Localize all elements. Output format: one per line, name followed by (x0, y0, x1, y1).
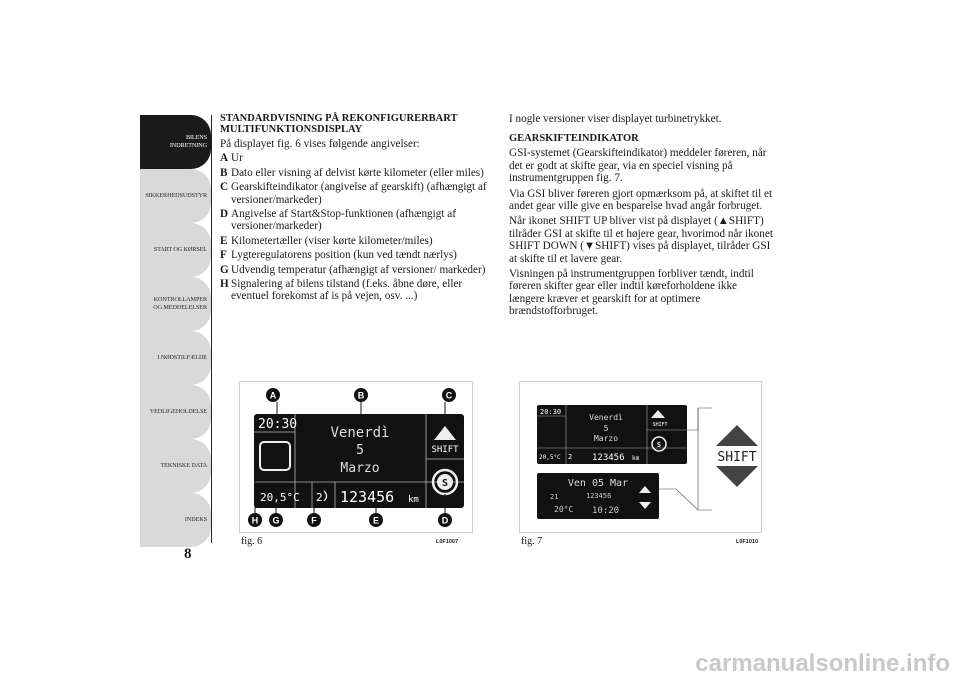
figure-code: L0F1007 (436, 539, 459, 545)
item-text: Kilometertæller (viser kørte kilometer/miles) (231, 234, 433, 247)
tab-label: TEKNISKE DATA (160, 462, 207, 469)
list-item (220, 249, 490, 261)
item-text: Angivelse af Start&Stop-funktionen (afhængigt af versioner/markeder) (231, 208, 456, 233)
big-shift-up-icon (716, 425, 758, 446)
date-text: 5 (356, 443, 364, 458)
callout-b: B (357, 390, 365, 401)
day-text: Venerdì (589, 413, 623, 422)
tab-bilens-indretning[interactable] (140, 115, 211, 169)
callout-c: C (445, 390, 453, 401)
month-text: Marzo (340, 461, 380, 476)
paragraph: GSI-systemet (Gearskifteindikator) meddeler føreren, når det er godt at skifte gear, via en speciel visning på instrumentgruppen fig. 7. (509, 147, 767, 185)
callout-g: G (272, 515, 280, 526)
tab-i-nodstilfaelde[interactable] (140, 331, 211, 385)
gsi-diagram (520, 382, 763, 534)
page-number: 8 (184, 546, 192, 562)
figure-code: L0F1010 (736, 539, 759, 545)
tab-label: KONTROLLAMPER OG MEDDELELSER (153, 296, 207, 311)
callout-f: F (311, 515, 317, 526)
start-stop-text: S (656, 441, 662, 449)
figure-caption: fig. 6 (241, 536, 263, 547)
tab-label: I NØDSTILFÆLDE (157, 354, 207, 361)
callout-a: A (269, 390, 277, 401)
odometer-text: 123456 (340, 488, 395, 506)
tab-kontrollamper[interactable] (140, 277, 211, 331)
right-column (509, 113, 775, 318)
item-letter: G (220, 263, 229, 276)
tab-label: BILENS INDRETNING (169, 134, 207, 149)
display-diagram (240, 382, 474, 534)
light-level-text: 2 (568, 453, 573, 461)
list-item (220, 278, 490, 303)
start-stop-text: S (441, 478, 449, 489)
tab-label: START OG KØRSEL (153, 246, 207, 253)
date-text: 5 (603, 424, 609, 433)
item-letter: F (220, 249, 227, 262)
item-text: Gearskifteindikator (angivelse af gearskift) (afhængigt af versioner/markeder) (231, 181, 487, 206)
big-shift-text: SHIFT (717, 450, 757, 465)
alt-odometer: 123456 (586, 492, 612, 500)
figure-7 (519, 381, 762, 533)
clock-text: 20:30 (258, 417, 298, 432)
item-letter: A (220, 152, 229, 165)
alt-date-text: Ven 05 Mar (567, 478, 629, 489)
item-text: Signalering af bilens tilstand (f.eks. åbne døre, eller eventuel forekomst af is på vejen, osv. ...) (231, 278, 463, 303)
alt-temp-top: 21 (550, 493, 559, 501)
intro-text: På displayet fig. 6 vises følgende angivelser: (220, 138, 420, 150)
tab-indeks[interactable] (140, 493, 211, 547)
paragraph: Visningen på instrumentgruppen forbliver tændt, indtil føreren skifter gear eller indtil køreforholdene ikke længere kræver et gearskift for at optimere brændstofforbruget. (509, 268, 754, 318)
list-item (220, 264, 490, 276)
figure-caption: fig. 7 (521, 536, 543, 547)
watermark-text: carmanualsonline.info (695, 650, 950, 677)
tab-label: INDEKS (184, 516, 207, 523)
section-heading: GEARSKIFTEINDIKATOR (509, 133, 639, 145)
odometer-unit: km (632, 455, 640, 462)
callout-d: D (441, 515, 449, 526)
item-letter: H (220, 278, 229, 291)
temp-text: 20,5°C (539, 454, 561, 461)
callout-e: E (372, 515, 380, 526)
tab-label: SIKKERHEDSUDSTYR (145, 192, 207, 199)
list-item (220, 152, 490, 164)
big-shift-down-icon (716, 466, 758, 487)
odometer-text: 123456 (592, 453, 625, 463)
list-item (220, 208, 490, 233)
shift-text: SHIFT (431, 445, 459, 455)
list-item (220, 167, 490, 179)
month-text: Marzo (593, 434, 619, 443)
shift-text: SHIFT (652, 422, 668, 428)
item-text: Udvendig temperatur (afhængigt af versioner/ markeder) (231, 263, 486, 276)
paragraph: Via GSI bliver føreren gjort opmærksom på, at skiftet til et andet gear ville give en besparelse hvad angår forbruget. (509, 187, 773, 213)
item-text: Ur (231, 152, 243, 165)
light-level-text: 2 (316, 491, 323, 504)
temp-text: 20,5°C (260, 491, 300, 504)
paragraph: Når ikonet SHIFT UP bliver vist på displayet (▲SHIFT) tilråder GSI at skifte til et højere gear, hvorimod når ikonet SHIFT DOWN (▼SHIFT) vises på displayet, tilråder GSI at skifte til et lavere gear. (509, 215, 773, 265)
callout-h: H (251, 515, 259, 526)
alt-temp: 20°C (554, 505, 574, 514)
item-text: Dato eller visning af delvist kørte kilometer (eller miles) (231, 166, 484, 179)
tab-label: VEDLIGEHOLDELSE (149, 408, 207, 415)
figure-6 (239, 381, 473, 533)
item-letter: B (220, 166, 228, 179)
list-item (220, 235, 490, 247)
intro-text: I nogle versioner viser displayet turbinetrykket. (509, 113, 722, 125)
item-letter: D (220, 208, 229, 221)
alt-time: 10:20 (592, 506, 620, 516)
item-letter: C (220, 181, 229, 194)
clock-text: 20:30 (540, 408, 562, 416)
left-column (220, 113, 490, 303)
tab-sikkerhedsudstyr[interactable] (140, 169, 211, 223)
tab-vedligeholdelse[interactable] (140, 385, 211, 439)
day-text: Venerdì (330, 425, 390, 441)
section-heading: STANDARDVISNING PÅ REKONFIGURERBART MULTIFUNKTIONSDISPLAY (220, 113, 458, 135)
list-item (220, 181, 490, 206)
item-letter: E (220, 234, 228, 247)
item-text: Lygteregulatorens position (kun ved tændt nærlys) (231, 249, 457, 262)
tab-tekniske-data[interactable] (140, 439, 211, 493)
odometer-unit: km (408, 495, 419, 505)
sidebar-divider (211, 115, 212, 543)
tab-start-og-korsel[interactable] (140, 223, 211, 277)
